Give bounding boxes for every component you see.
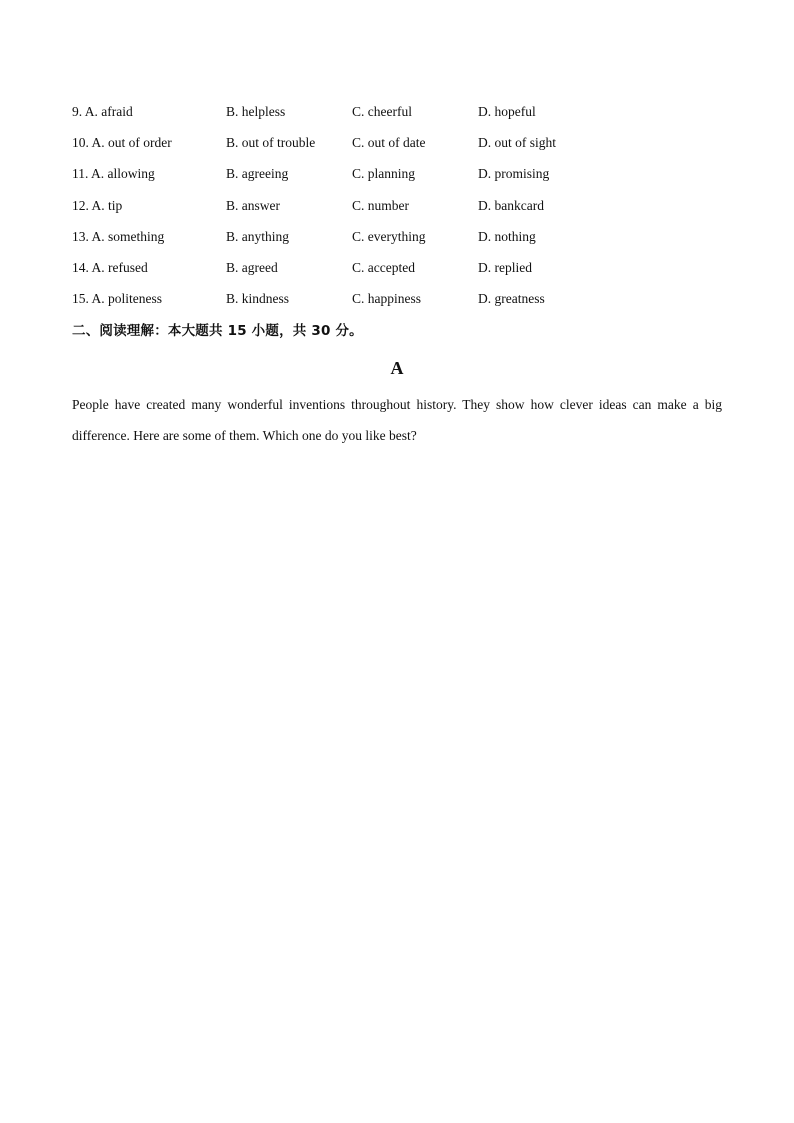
option-a: 10. A. out of order	[72, 135, 172, 151]
option-d: D. nothing	[478, 228, 536, 244]
option-a: 14. A. refused	[72, 259, 148, 275]
option-c: C. planning	[352, 166, 415, 182]
question-row-10	[72, 132, 712, 163]
question-row-9	[72, 101, 712, 132]
option-c: C. everything	[352, 228, 426, 244]
option-d: D. replied	[478, 259, 532, 275]
option-c: C. number	[352, 197, 409, 213]
question-row-15	[72, 288, 712, 319]
option-b: B. anything	[226, 228, 289, 244]
section-heading: 二、阅读理解：本大题共 15 小题，共 30 分。	[72, 323, 363, 339]
passage-title: A	[390, 358, 404, 378]
option-a: 13. A. something	[72, 228, 165, 244]
option-d: D. greatness	[478, 291, 545, 307]
option-b: B. agreeing	[226, 166, 289, 182]
option-c: C. accepted	[352, 259, 415, 275]
option-c: C. out of date	[352, 135, 426, 151]
option-a: 9. A. afraid	[72, 104, 133, 119]
option-d: D. bankcard	[478, 197, 544, 213]
option-b: B. out of trouble	[226, 135, 316, 151]
option-a: 15. A. politeness	[72, 291, 162, 307]
question-row-14	[72, 257, 712, 288]
option-a: 11. A. allowing	[72, 166, 155, 182]
question-row-11	[72, 163, 712, 194]
option-d: D. promising	[478, 166, 550, 182]
option-c: C. happiness	[352, 291, 421, 307]
option-d: D. out of sight	[478, 135, 557, 151]
question-row-12	[72, 195, 712, 226]
option-d: D. hopeful	[478, 104, 536, 119]
option-b: B. agreed	[226, 259, 278, 275]
option-a: 12. A. tip	[72, 197, 123, 213]
passage-paragraph: People have created many wonderful inventions throughout history. They show how clever ideas can make a big difference. Here are some of them. Which one do you like best?	[72, 397, 722, 443]
option-b: B. answer	[226, 197, 280, 213]
option-b: B. helpless	[226, 104, 286, 119]
choice-options-table	[72, 101, 712, 319]
question-row-13	[72, 226, 712, 257]
option-c: C. cheerful	[352, 104, 412, 119]
option-b: B. kindness	[226, 291, 290, 307]
